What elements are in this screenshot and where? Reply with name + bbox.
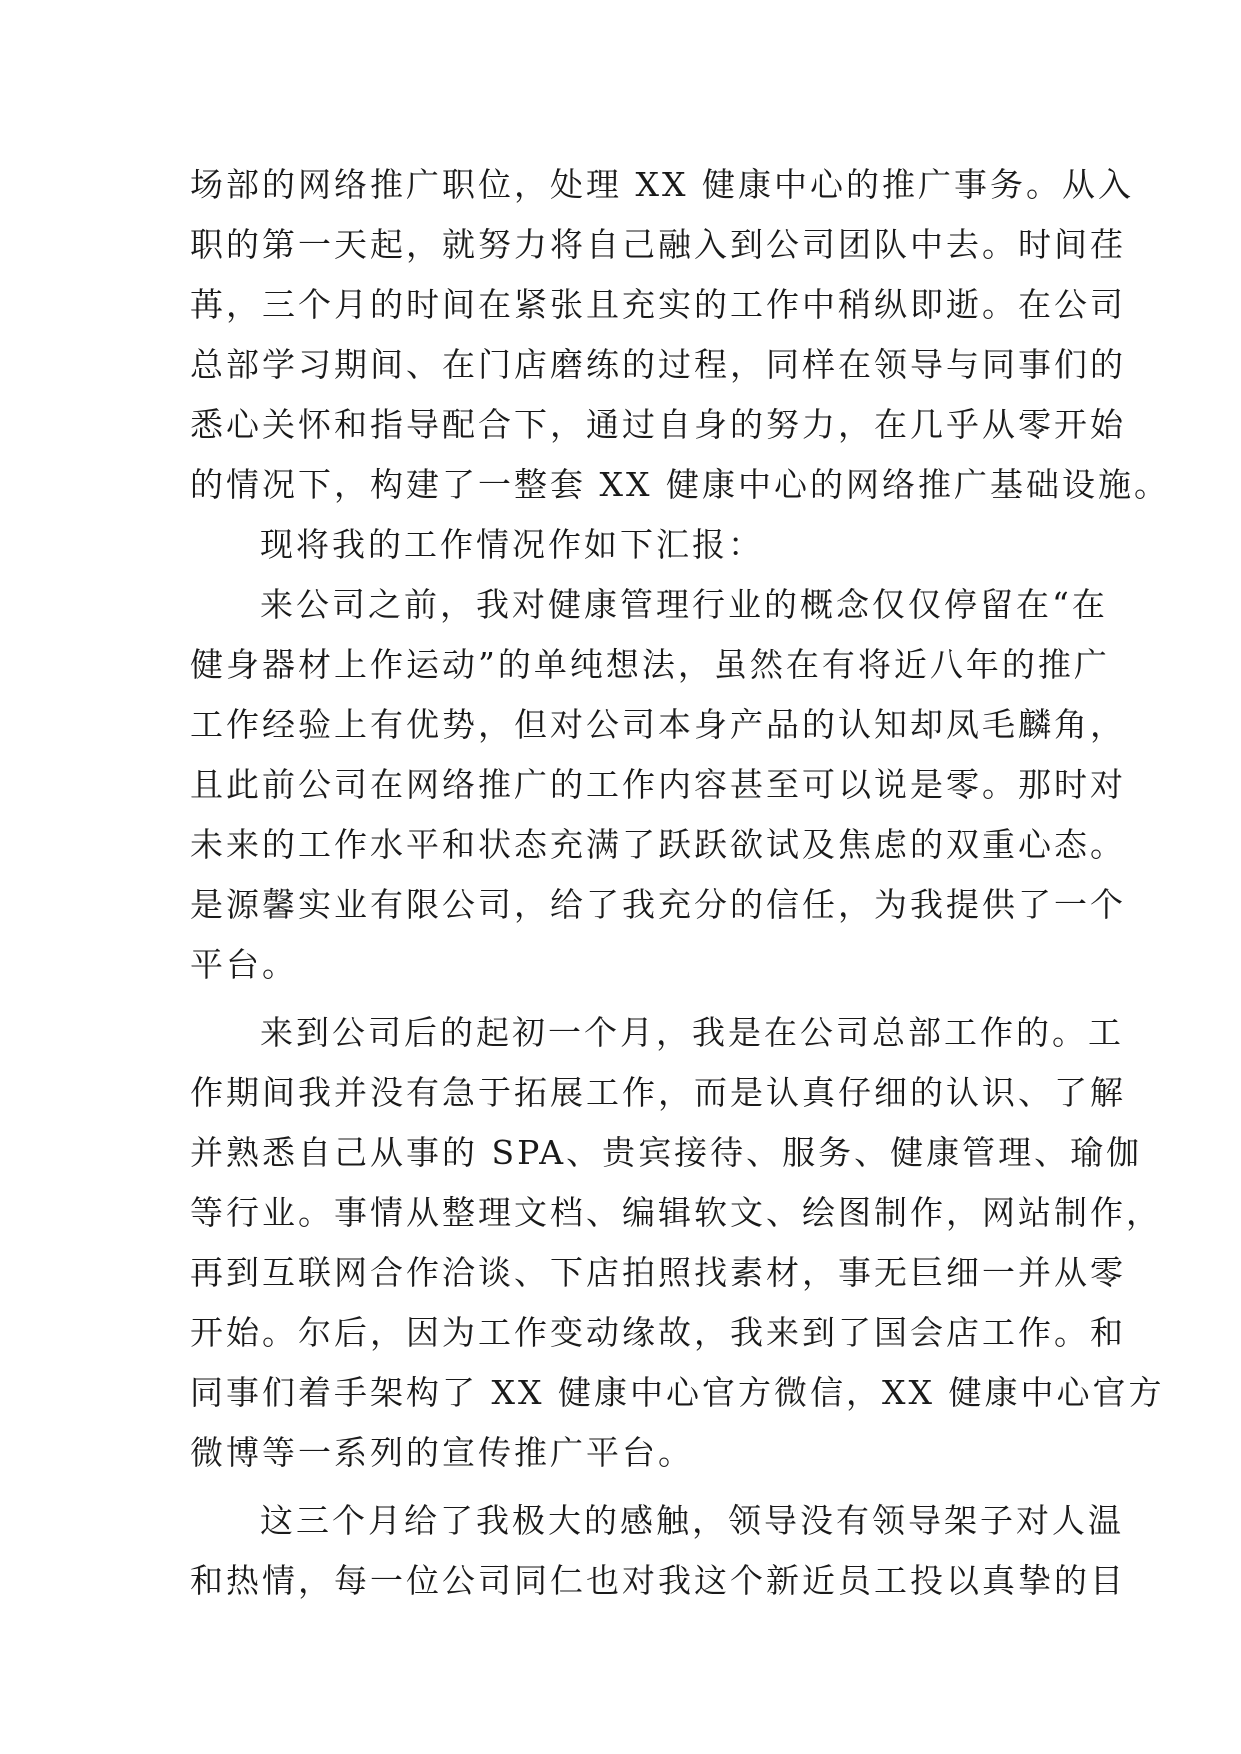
text-line: 且此前公司在网络推广的工作内容甚至可以说是零。那时对: [190, 765, 1126, 804]
text-line: 总部学习期间、在门店磨练的过程，同样在领导与同事们的: [190, 345, 1126, 384]
text-line: 来公司之前，我对健康管理行业的概念仅仅停留在“在: [260, 585, 1108, 624]
text-line: 是源馨实业有限公司，给了我充分的信任，为我提供了一个: [190, 885, 1126, 924]
text-line: 的情况下，构建了一整套 XX 健康中心的网络推广基础设施。: [190, 465, 1170, 504]
text-line: 健身器材上作运动”的单纯想法，虽然在有将近八年的推广: [190, 645, 1110, 684]
text-line: 现将我的工作情况作如下汇报：: [260, 525, 764, 564]
body-text: [190, 155, 1170, 1611]
text-line: 同事们着手架构了 XX 健康中心官方微信，XX 健康中心官方: [190, 1373, 1165, 1412]
text-line: 平台。: [190, 945, 298, 984]
text-line: 并熟悉自己从事的 SPA、贵宾接待、服务、健康管理、瑜伽: [190, 1133, 1143, 1172]
paragraph-gap: [190, 1483, 1070, 1491]
text-line: 开始。尔后，因为工作变动缘故，我来到了国会店工作。和: [190, 1313, 1126, 1352]
text-line: 作期间我并没有急于拓展工作，而是认真仔细的认识、了解: [190, 1073, 1126, 1112]
text-line: 苒，三个月的时间在紧张且充实的工作中稍纵即逝。在公司: [190, 285, 1126, 324]
text-line: 工作经验上有优势，但对公司本身产品的认知却凤毛麟角，: [190, 705, 1126, 744]
text-line: 来到公司后的起初一个月，我是在公司总部工作的。工: [260, 1013, 1124, 1052]
text-line: 这三个月给了我极大的感触，领导没有领导架子对人温: [260, 1501, 1124, 1540]
text-line: 微博等一系列的宣传推广平台。: [190, 1433, 694, 1472]
text-line: 等行业。事情从整理文档、编辑软文、绘图制作，网站制作，: [190, 1193, 1162, 1232]
text-line: 和热情，每一位公司同仁也对我这个新近员工投以真挚的目: [190, 1561, 1126, 1600]
paragraph-gap: [190, 995, 1070, 1003]
text-line: 未来的工作水平和状态充满了跃跃欲试及焦虑的双重心态。: [190, 825, 1126, 864]
text-line: 悉心关怀和指导配合下，通过自身的努力，在几乎从零开始: [190, 405, 1126, 444]
text-line: 职的第一天起，就努力将自己融入到公司团队中去。时间荏: [190, 225, 1126, 264]
text-line: 场部的网络推广职位，处理 XX 健康中心的推广事务。从入: [190, 165, 1134, 204]
text-line: 再到互联网合作洽谈、下店拍照找素材，事无巨细一并从零: [190, 1253, 1126, 1292]
